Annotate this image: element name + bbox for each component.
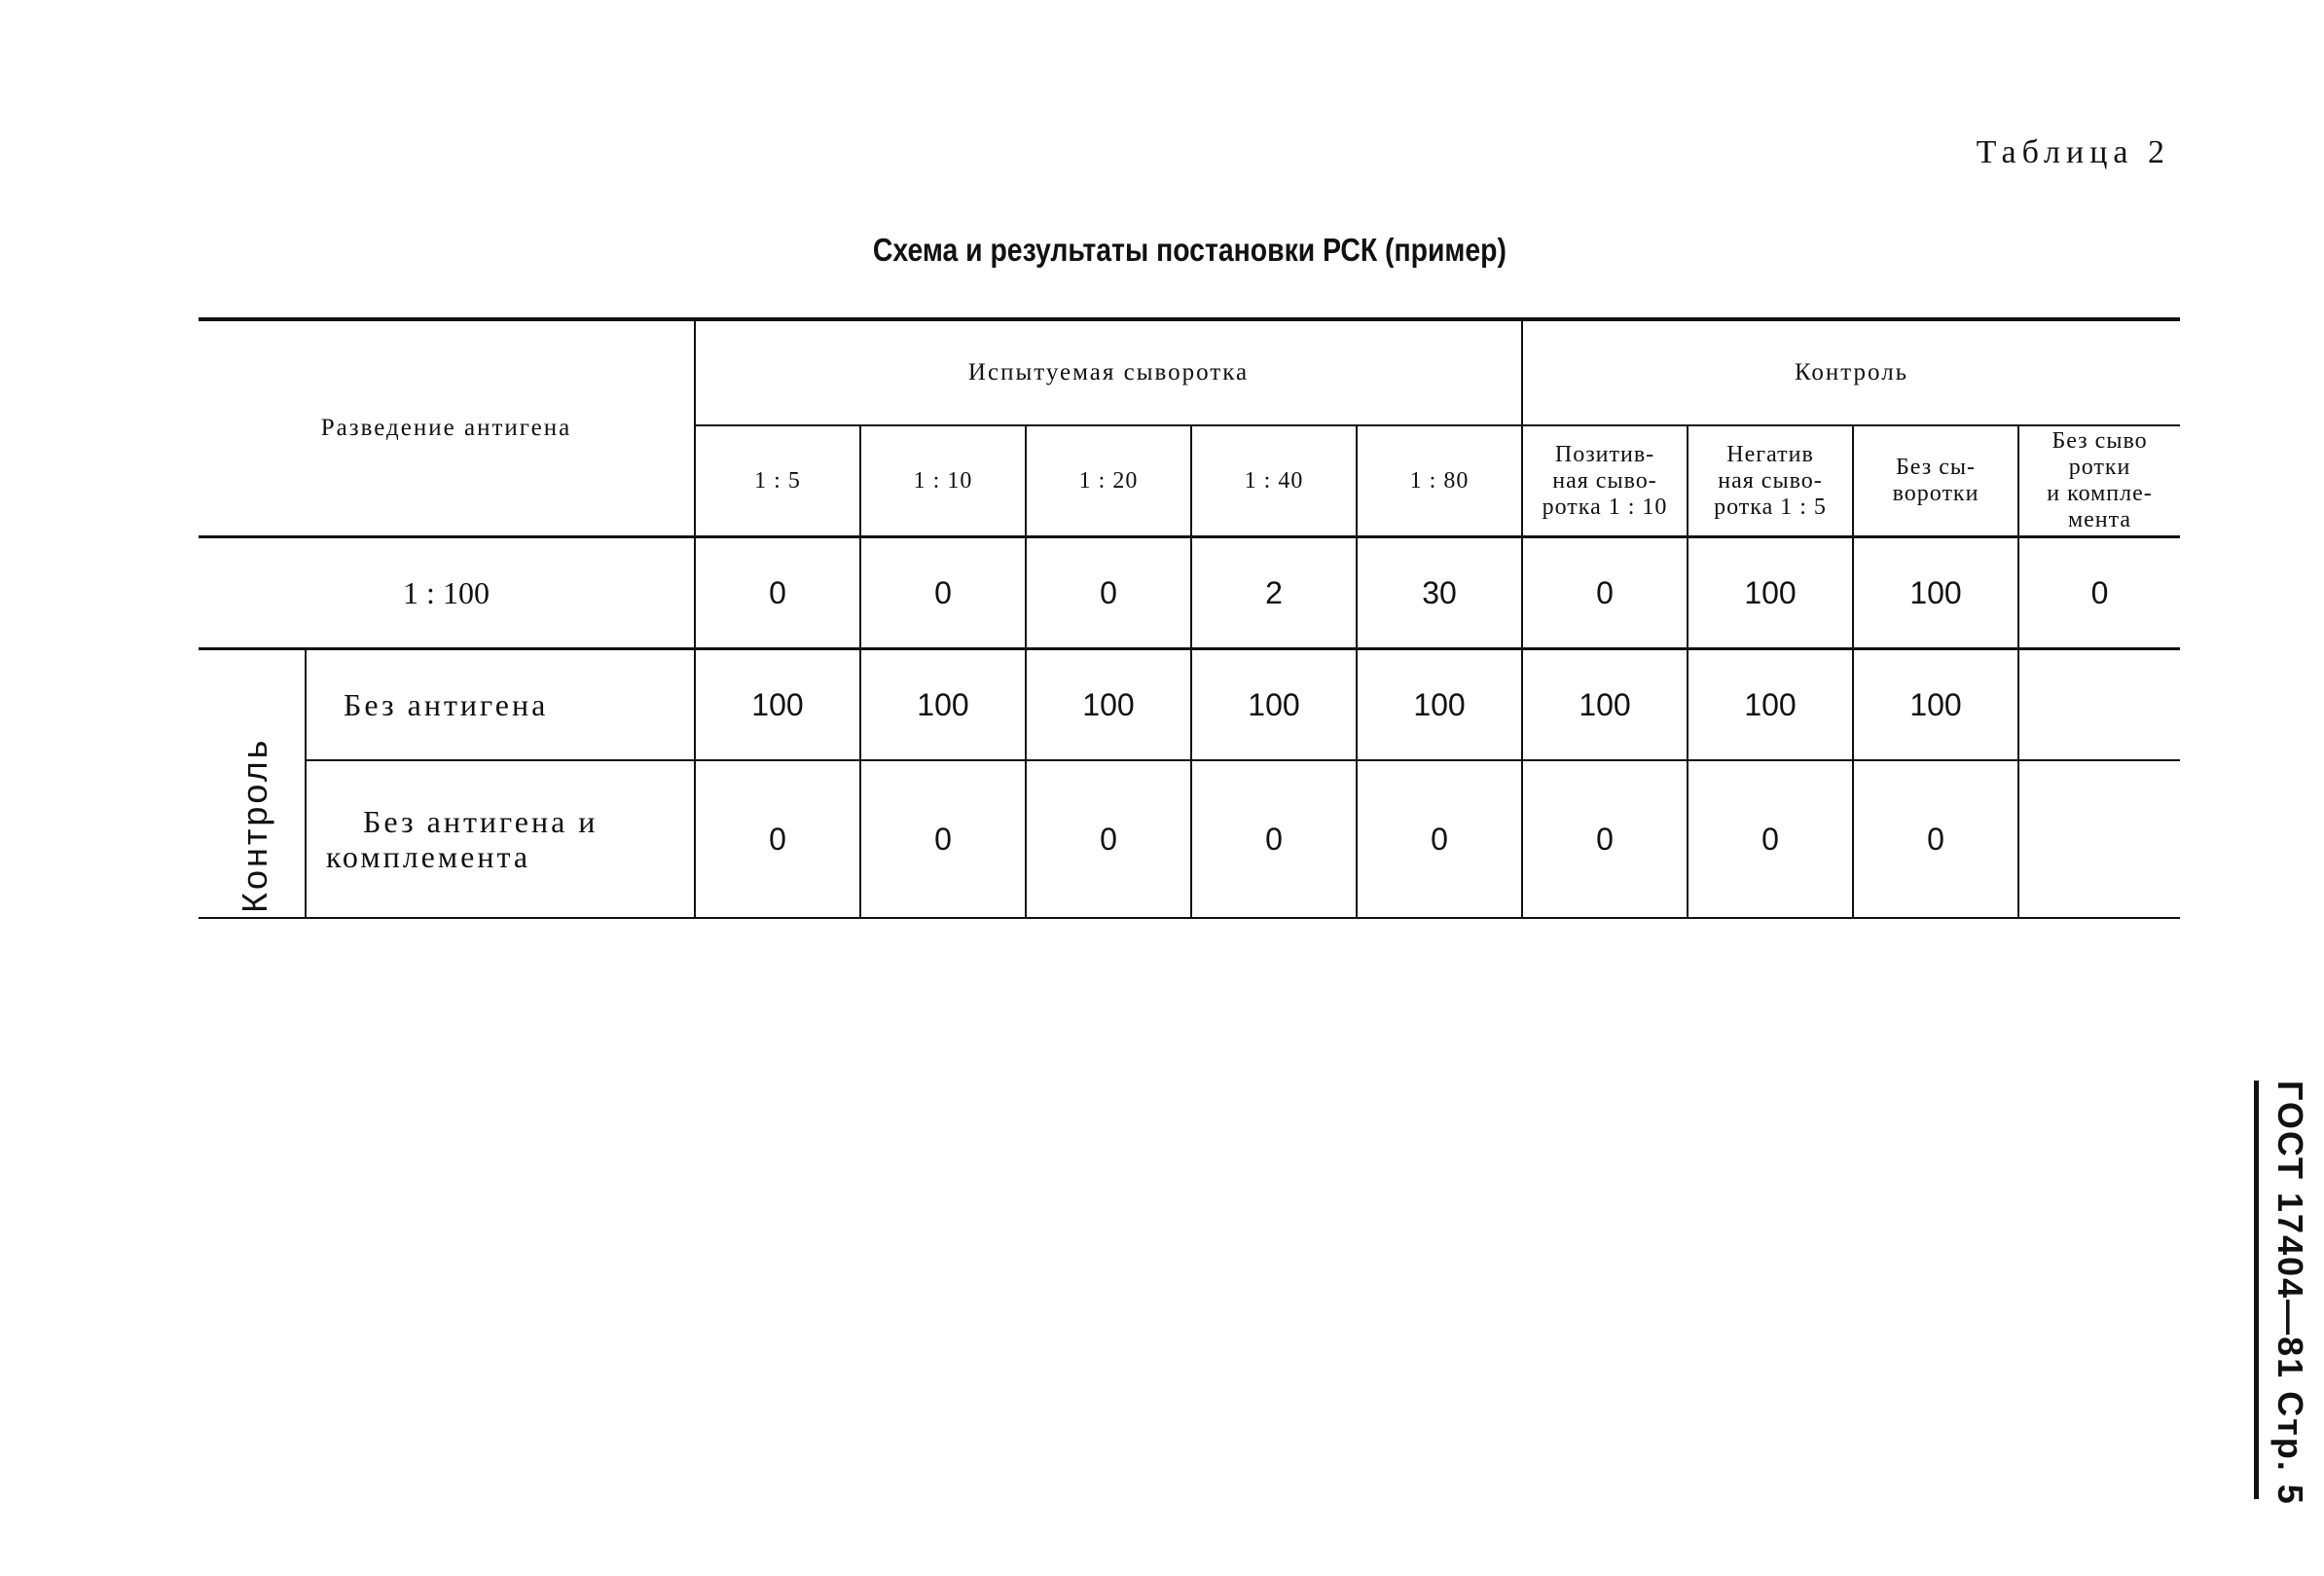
table-title: Схема и результаты постановки РСК (пример) [872, 232, 1507, 268]
table-cell: 100 [1191, 649, 1357, 761]
rsk-table [199, 317, 2180, 919]
table-row [199, 537, 2180, 649]
table-cell: 30 [1357, 537, 1522, 649]
table-cell: 0 [1357, 760, 1522, 918]
table-cell: 0 [1853, 760, 2018, 918]
positive-serum-header: Позитив- ная сыво- ротка 1 : 10 [1522, 425, 1688, 537]
row-label: Без антигена и комплемента [306, 760, 695, 918]
table-cell: 100 [1688, 537, 1853, 649]
table-row [199, 649, 2180, 761]
table-cell: 0 [1026, 537, 1191, 649]
table-cell: 0 [695, 760, 860, 918]
table-cell: 0 [1026, 760, 1191, 918]
no-serum-header: Без сы- воротки [1853, 425, 2018, 537]
table-cell: 0 [1688, 760, 1853, 918]
page-footer: ГОСТ 17404—81 Стр. 5 [2270, 1081, 2310, 1506]
test-serum-header: Испытуемая сыворотка [695, 319, 1522, 425]
table-row [199, 760, 2180, 918]
table-cell: 2 [1191, 537, 1357, 649]
dilution-col-header: 1 : 20 [1026, 425, 1191, 537]
control-header: Контроль [1522, 319, 2180, 425]
table-cell: 100 [1853, 537, 2018, 649]
antigen-dilution-value: 1 : 100 [199, 537, 695, 649]
row-label: Без антигена [306, 649, 695, 761]
table-cell [2018, 649, 2180, 761]
table-cell: 0 [860, 760, 1026, 918]
table-cell: 0 [860, 537, 1026, 649]
dilution-col-header: 1 : 5 [695, 425, 860, 537]
table-cell: 100 [1853, 649, 2018, 761]
dilution-col-header: 1 : 80 [1357, 425, 1522, 537]
dilution-col-header: 1 : 10 [860, 425, 1026, 537]
negative-serum-header: Негатив ная сыво- ротка 1 : 5 [1688, 425, 1853, 537]
table-cell: 100 [1026, 649, 1191, 761]
table-cell: 100 [860, 649, 1026, 761]
table-cell: 100 [1522, 649, 1688, 761]
table-cell: 0 [1522, 760, 1688, 918]
no-serum-no-complement-header: Без сыво ротки и компле- мента [2018, 425, 2180, 537]
table-cell: 0 [2018, 537, 2180, 649]
table-cell: 0 [695, 537, 860, 649]
table-cell: 0 [1191, 760, 1357, 918]
control-group-label: Контроль [199, 649, 306, 919]
table-cell: 100 [1688, 649, 1853, 761]
dilution-header: Разведение антигена [199, 319, 695, 537]
dilution-col-header: 1 : 40 [1191, 425, 1357, 537]
header-row-1 [199, 319, 2180, 425]
table-cell: 0 [1522, 537, 1688, 649]
table-cell: 100 [1357, 649, 1522, 761]
table-cell [2018, 760, 2180, 918]
table-cell: 100 [695, 649, 860, 761]
table-number: Таблица 2 [1976, 134, 2170, 170]
